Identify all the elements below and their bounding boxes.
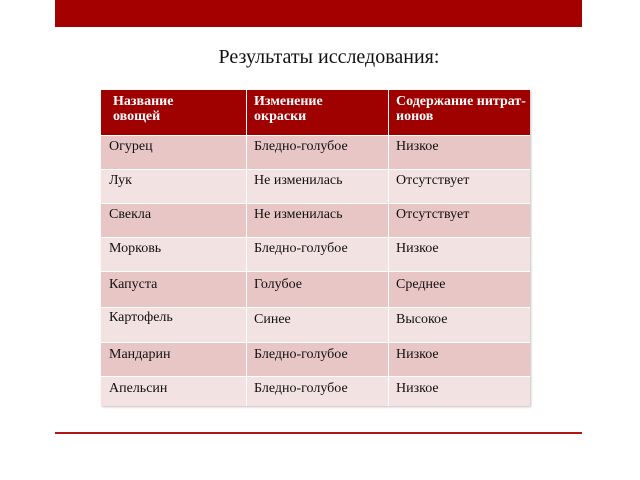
table-row bbox=[101, 307, 530, 342]
table-header-row bbox=[101, 90, 530, 135]
page-title: Результаты исследования: bbox=[218, 46, 440, 68]
table-row bbox=[101, 203, 530, 237]
cell-color-change: Бледно-голубое bbox=[246, 342, 388, 376]
row-divider bbox=[101, 376, 530, 377]
row-divider bbox=[101, 203, 530, 204]
cell-vegetable: Огурец bbox=[101, 135, 246, 169]
row-divider bbox=[101, 307, 530, 308]
cell-vegetable: Картофель bbox=[101, 307, 246, 342]
bottom-accent-line bbox=[55, 432, 582, 434]
header-vegetable-label: Название овощей bbox=[113, 94, 174, 124]
cell-vegetable: Мандарин bbox=[101, 342, 246, 376]
cell-vegetable: Морковь bbox=[101, 237, 246, 271]
row-divider bbox=[101, 169, 530, 170]
row-divider bbox=[101, 342, 530, 343]
table-row bbox=[101, 169, 530, 203]
cell-color-change: Бледно-голубое bbox=[246, 135, 388, 169]
cell-vegetable: Апельсин bbox=[101, 376, 246, 406]
row-divider bbox=[101, 237, 530, 238]
cell-vegetable: Лук bbox=[101, 169, 246, 203]
table-row bbox=[101, 237, 530, 271]
cell-nitrate-content: Низкое bbox=[388, 342, 530, 376]
row-divider bbox=[101, 271, 530, 272]
cell-color-change: Не изменилась bbox=[246, 203, 388, 237]
cell-nitrate-content: Отсутствует bbox=[388, 169, 530, 203]
cell-nitrate-content: Низкое bbox=[388, 376, 530, 406]
table-row bbox=[101, 135, 530, 169]
header-nitrate-content bbox=[388, 90, 530, 135]
table-row bbox=[101, 271, 530, 307]
header-vegetable bbox=[101, 90, 246, 135]
cell-color-change: Голубое bbox=[246, 271, 388, 307]
cell-nitrate-content: Отсутствует bbox=[388, 203, 530, 237]
cell-nitrate-content: Среднее bbox=[388, 271, 530, 307]
table-row bbox=[101, 376, 530, 406]
table-row bbox=[101, 342, 530, 376]
cell-vegetable: Капуста bbox=[101, 271, 246, 307]
cell-color-change: Бледно-голубое bbox=[246, 376, 388, 406]
header-color-change bbox=[246, 90, 388, 135]
header-color-change-label: Изменение окраски bbox=[254, 94, 323, 124]
cell-nitrate-content: Высокое bbox=[388, 307, 530, 342]
cell-color-change: Не изменилась bbox=[246, 169, 388, 203]
cell-color-change: Бледно-голубое bbox=[246, 237, 388, 271]
header-nitrate-content-label: Содержание нитрат-ионов bbox=[396, 94, 526, 124]
results-table bbox=[101, 90, 530, 406]
column-divider bbox=[388, 90, 389, 406]
top-accent-bar bbox=[55, 0, 582, 27]
row-divider bbox=[101, 135, 530, 136]
cell-nitrate-content: Низкое bbox=[388, 237, 530, 271]
cell-color-change: Синее bbox=[246, 307, 388, 342]
column-divider bbox=[246, 90, 247, 406]
cell-nitrate-content: Низкое bbox=[388, 135, 530, 169]
cell-vegetable: Свекла bbox=[101, 203, 246, 237]
